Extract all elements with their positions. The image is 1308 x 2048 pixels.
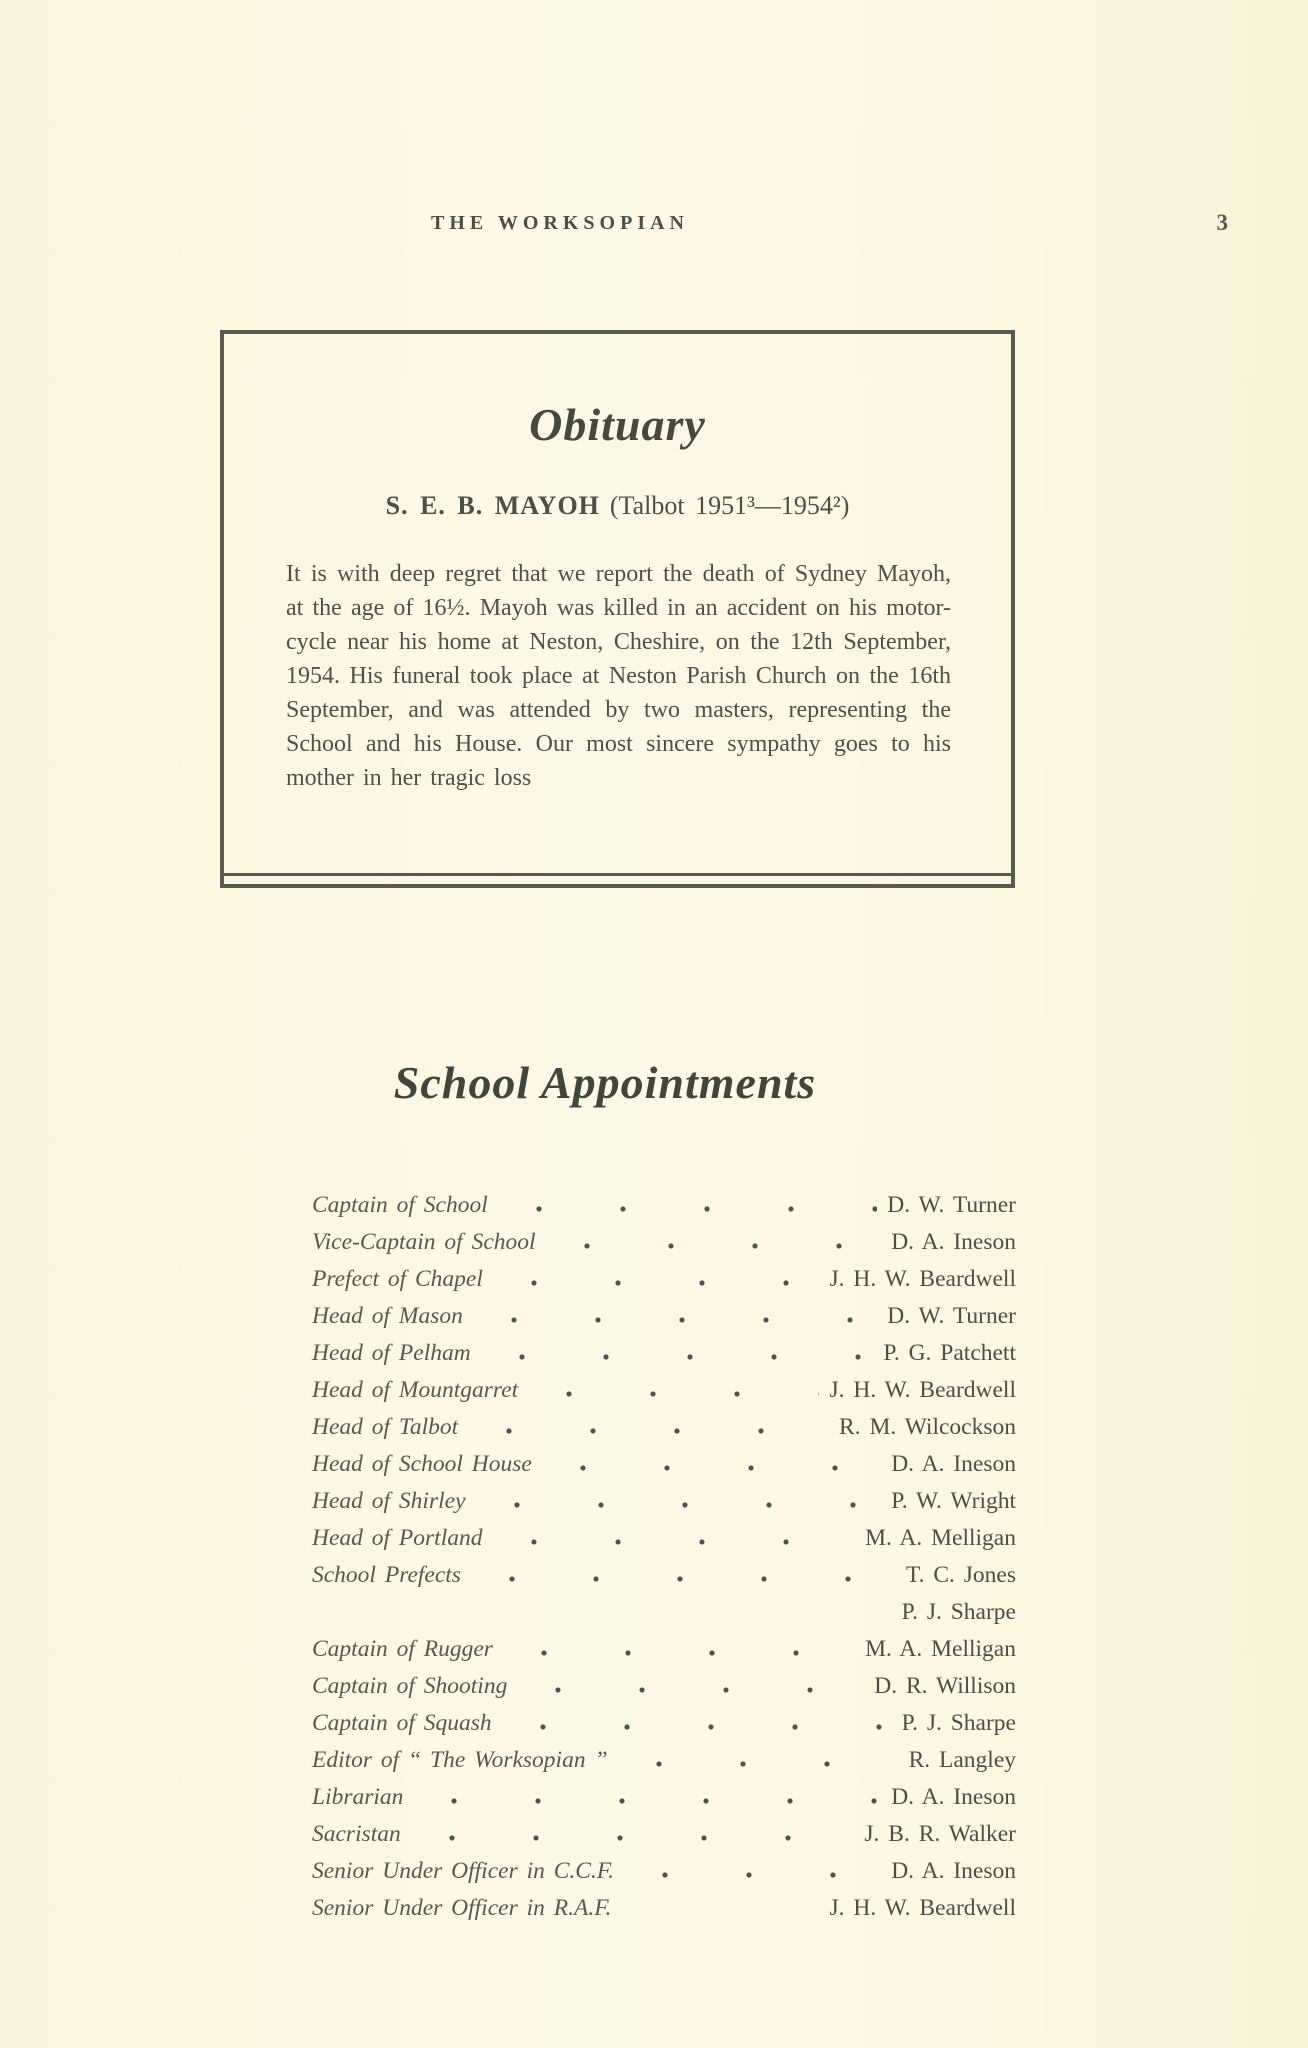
appointment-row [312, 1784, 1016, 1821]
office-label: Senior Under Officer in C.C.F. [312, 1858, 615, 1884]
holder-name: D. A. Ineson [891, 1784, 1016, 1810]
dot-leader [476, 1428, 829, 1434]
office-label: Captain of Squash [312, 1710, 492, 1736]
office-label: Sacristan [312, 1821, 401, 1847]
office-label: Head of Mason [312, 1303, 463, 1329]
dot-leader [525, 1687, 864, 1693]
office-label: Head of Portland [312, 1525, 483, 1551]
dot-leader [501, 1539, 856, 1545]
office-label: Head of School House [312, 1451, 532, 1477]
holder-name: M. A. Melligan [865, 1525, 1016, 1551]
dot-leader [536, 1391, 819, 1397]
dot-leader [510, 1724, 892, 1730]
office-label: Head of Pelham [312, 1340, 471, 1366]
office-label: School Prefects [312, 1562, 461, 1588]
holder-name: P. G. Patchett [883, 1340, 1016, 1366]
dot-leader [511, 1650, 855, 1656]
holder-name: D. A. Ineson [891, 1451, 1016, 1477]
appointment-row [312, 1525, 1016, 1562]
office-label: Editor of “ The Worksopian ” [312, 1747, 608, 1773]
dot-leader [481, 1317, 877, 1323]
dot-leader [330, 1613, 892, 1619]
dot-leader [506, 1206, 878, 1212]
holder-name: P. W. Wright [891, 1488, 1016, 1514]
holder-name: R. Langley [908, 1747, 1016, 1773]
appointment-row [312, 1451, 1016, 1488]
holder-name: J. H. W. Beardwell [829, 1895, 1016, 1921]
office-label: Senior Under Officer in R.A.F. [312, 1895, 612, 1921]
appointment-row [312, 1710, 1016, 1747]
appointment-row [312, 1673, 1016, 1710]
obituary-subject-name: S. E. B. MAYOH [385, 491, 600, 520]
dot-leader [419, 1835, 855, 1841]
office-label: Head of Shirley [312, 1488, 466, 1514]
office-label: Captain of Rugger [312, 1636, 493, 1662]
appointment-row [312, 1192, 1016, 1229]
holder-name: D. R. Willison [874, 1673, 1016, 1699]
holder-name: M. A. Melligan [865, 1636, 1016, 1662]
holder-name: D. W. Turner [887, 1303, 1016, 1329]
holder-name: J. H. W. Beardwell [829, 1266, 1016, 1292]
appointment-row [312, 1895, 1016, 1932]
appointment-row [312, 1414, 1016, 1451]
office-label: Head of Talbot [312, 1414, 459, 1440]
appointment-row [312, 1377, 1016, 1414]
appointment-row [312, 1858, 1016, 1895]
appointment-row [312, 1303, 1016, 1340]
appointment-row [312, 1340, 1016, 1377]
office-label: Librarian [312, 1784, 404, 1810]
dot-leader [484, 1502, 882, 1508]
holder-name: D. A. Ineson [891, 1229, 1016, 1255]
dot-leader [421, 1798, 881, 1804]
dot-leader [479, 1576, 896, 1582]
obituary-subject-line [224, 491, 1011, 521]
appointment-row [312, 1599, 1016, 1636]
office-label: Captain of Shooting [312, 1673, 508, 1699]
appointment-row [312, 1562, 1016, 1599]
dot-leader [632, 1872, 881, 1878]
office-label: Vice-Captain of School [312, 1229, 536, 1255]
holder-name: J. B. R. Walker [864, 1821, 1016, 1847]
page-number: 3 [1216, 210, 1228, 235]
journal-title: THE WORKSOPIAN [431, 212, 689, 234]
holder-name: R. M. Wilcockson [839, 1414, 1016, 1440]
dot-leader [626, 1761, 899, 1767]
office-label: Prefect of Chapel [312, 1266, 483, 1292]
appointment-row [312, 1488, 1016, 1525]
obituary-body-text: It is with deep regret that we report the death of Sydney Mayoh, at the age of 16½. Mayoh was killed in an accident on his motor-cycle near his home at Neston, Cheshire, on the 12th September, 1954. His funeral took place at Neston Parish Church on the 16th September, and was attended by two masters, representing the School and his House. Our most sincere sympathy goes to his mother in her tragic loss [286, 561, 951, 791]
appointment-row [312, 1229, 1016, 1266]
holder-name: D. W. Turner [887, 1192, 1016, 1218]
dot-leader [554, 1243, 882, 1249]
holder-name: P. J. Sharpe [901, 1599, 1016, 1625]
holder-name: D. A. Ineson [891, 1858, 1016, 1884]
appointments-list [312, 1192, 1016, 1932]
office-label: Head of Mountgarret [312, 1377, 519, 1403]
dot-leader [489, 1354, 874, 1360]
holder-name: J. H. W. Beardwell [829, 1377, 1016, 1403]
double-rule [224, 873, 1011, 876]
appointment-row [312, 1636, 1016, 1673]
obituary-box [220, 330, 1015, 888]
dot-leader [501, 1280, 820, 1286]
office-label: Captain of School [312, 1192, 488, 1218]
dot-leader [629, 1909, 819, 1915]
dot-leader [550, 1465, 881, 1471]
appointment-row [312, 1266, 1016, 1303]
holder-name: P. J. Sharpe [901, 1710, 1016, 1736]
holder-name: T. C. Jones [905, 1562, 1016, 1588]
obituary-subject-detail: (Talbot 1951³—1954²) [609, 491, 850, 520]
appointments-heading: School Appointments [393, 1057, 817, 1108]
obituary-title: Obituary [529, 399, 706, 450]
appointment-row [312, 1747, 1016, 1784]
appointment-row [312, 1821, 1016, 1858]
